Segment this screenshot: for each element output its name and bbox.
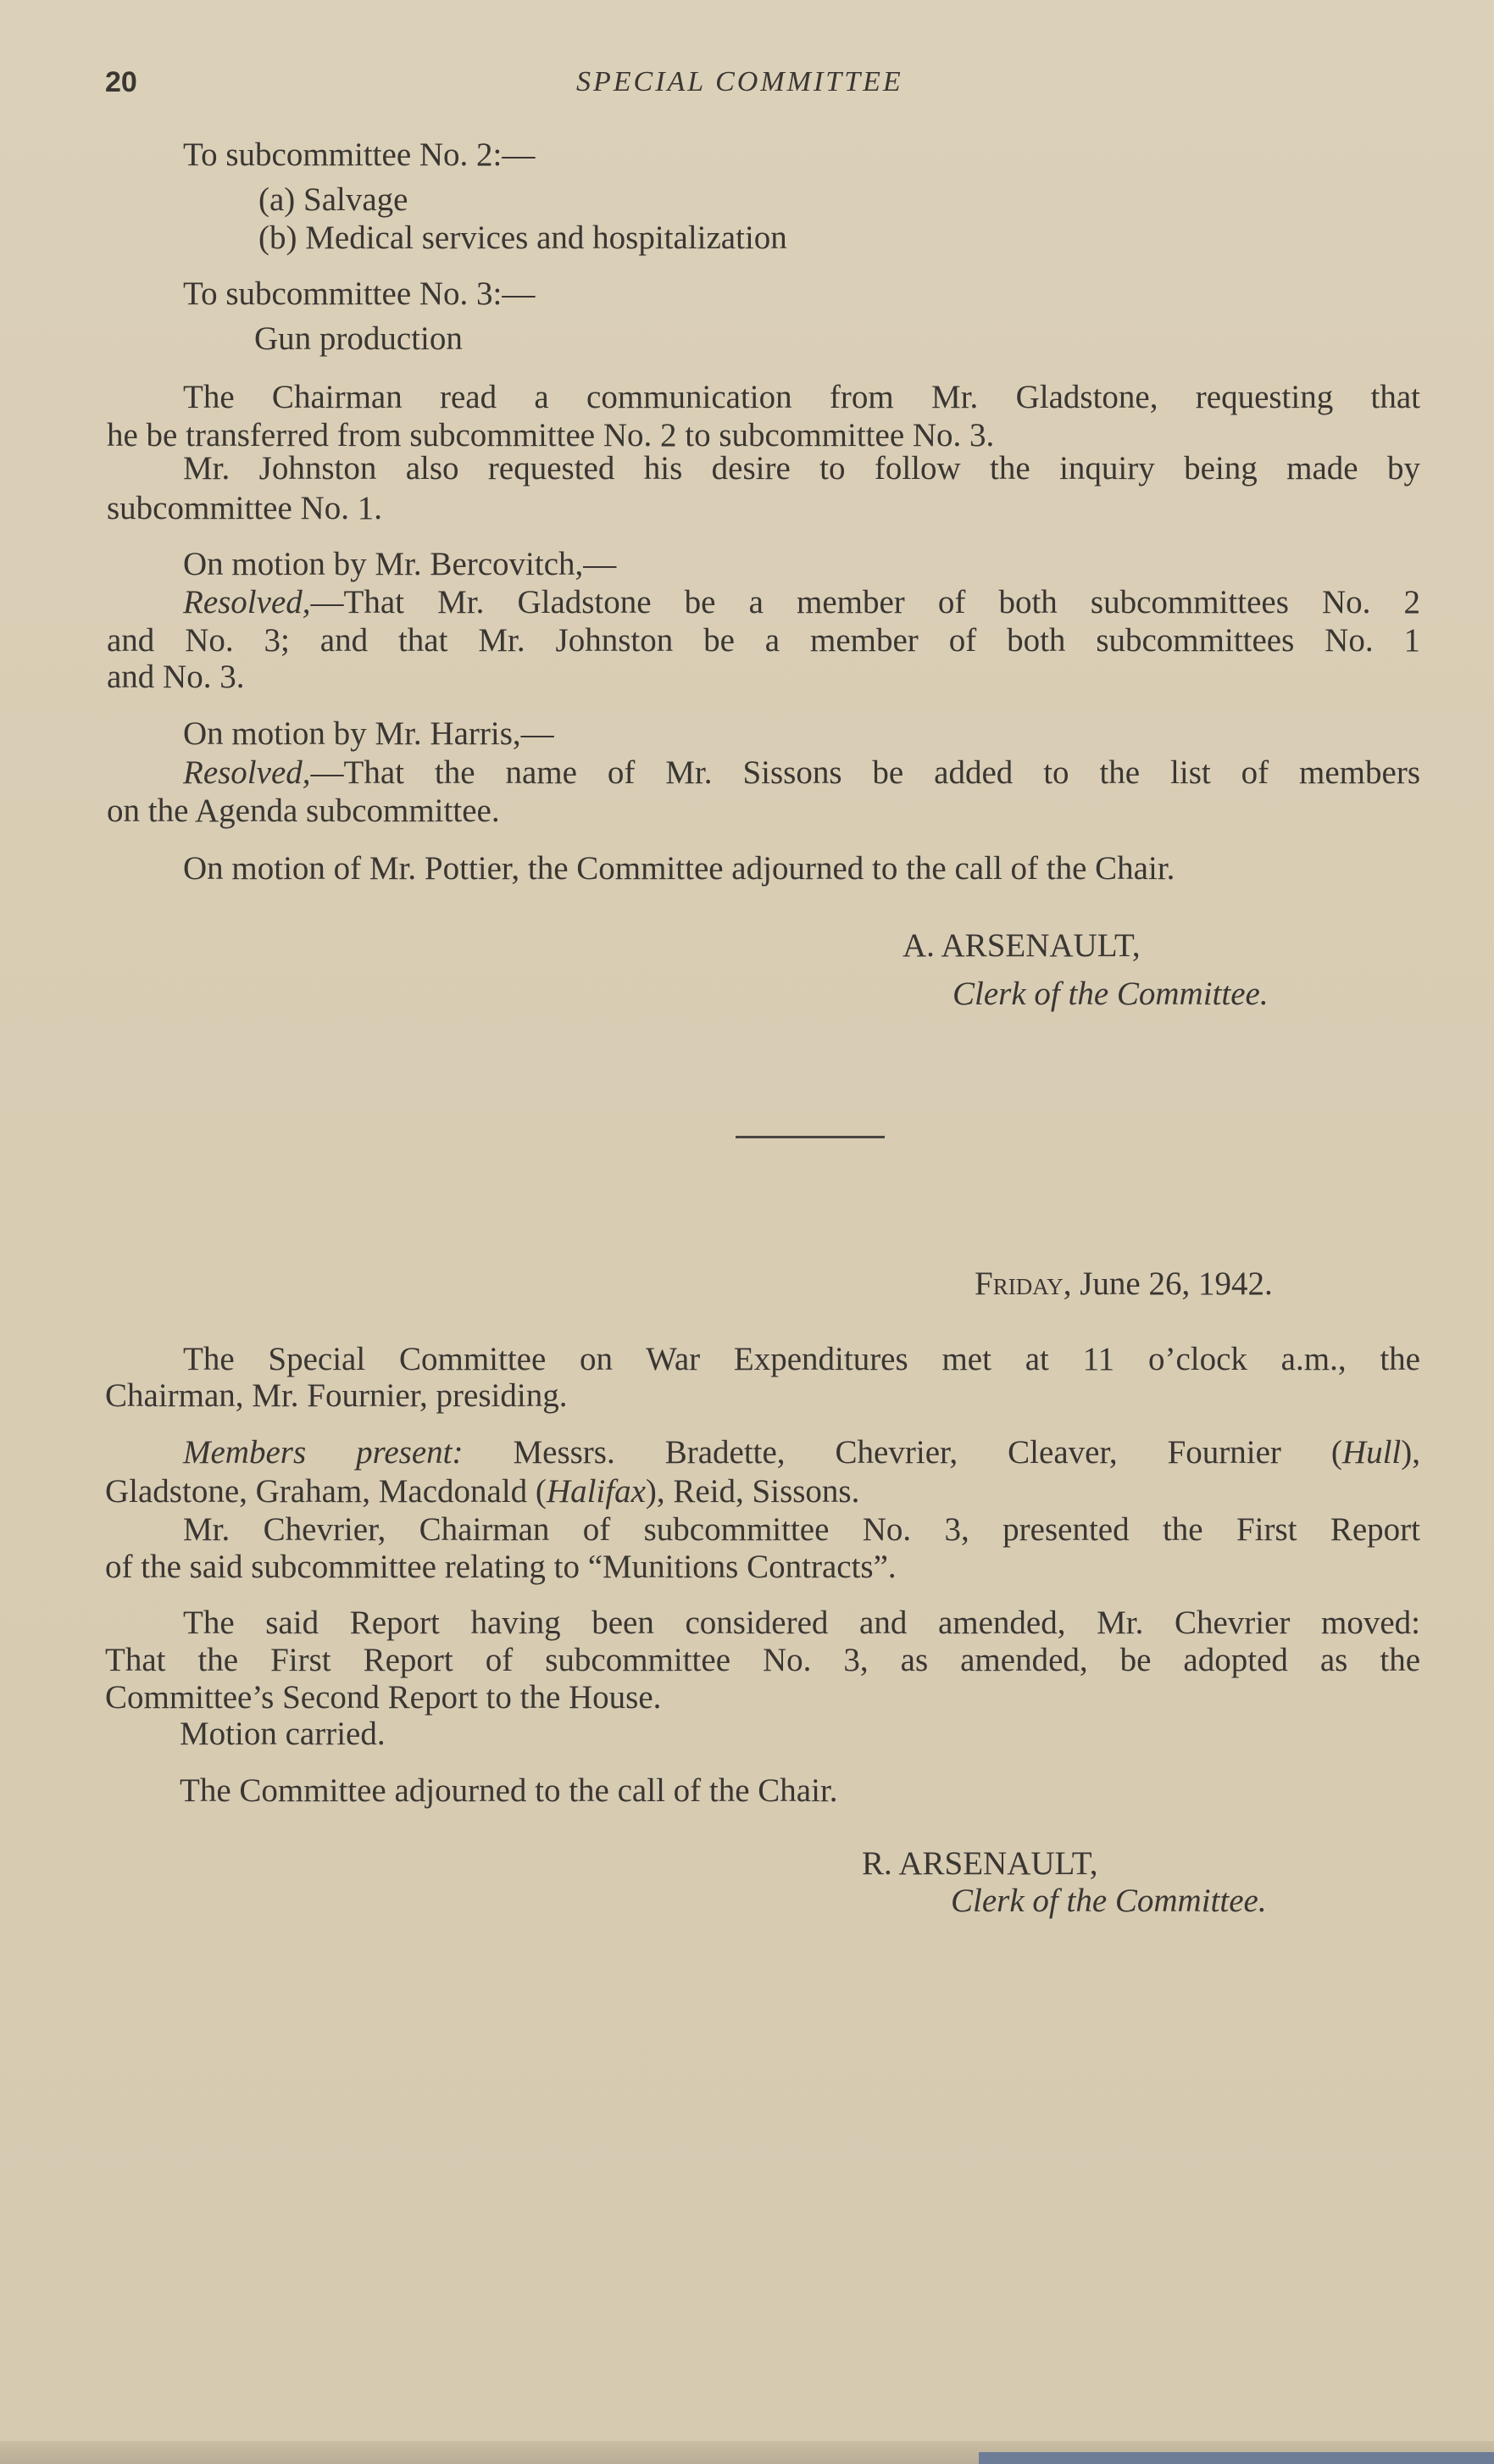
resolved-2-line-2: on the Agenda subcommittee. [107, 793, 500, 829]
motion-harris: On motion by Mr. Harris,— [183, 715, 554, 752]
signature-name-2: R. ARSENAULT, [862, 1845, 1098, 1882]
section-divider [736, 1136, 885, 1138]
subcommittee-2-heading: To subcommittee No. 2:— [183, 136, 536, 173]
adjournment-2: The Committee adjourned to the call of the Chair. [180, 1772, 838, 1809]
signature-title-2: Clerk of the Committee. [951, 1883, 1267, 1919]
subcommittee-3-item: Gun production [254, 320, 463, 357]
resolved-label: Resolved, [183, 754, 311, 791]
paragraph-johnston-line-2: subcommittee No. 1. [107, 490, 382, 526]
resolved-label: Resolved, [183, 584, 311, 620]
running-header: SPECIAL COMMITTEE [576, 66, 903, 97]
subcommittee-2-item-b: (b) Medical services and hospitalization [258, 220, 787, 256]
subcommittee-2-item-a: (a) Salvage [258, 181, 408, 218]
meeting-opening-line-1: The Special Committee on War Expenditures met at 11 o’clock a.m., the [183, 1341, 1420, 1377]
adjournment-1: On motion of Mr. Pottier, the Committee adjourned to the call of the Chair. [183, 850, 1175, 887]
page-bottom-binding [979, 2452, 1494, 2464]
paragraph-johnston-line-1: Mr. Johnston also requested his desire to follow the inquiry being made by [183, 450, 1420, 487]
members-present-line-1: Members present: Messrs. Bradette, Chevrier, Cleaver, Fournier (Hull), [183, 1434, 1420, 1471]
first-report-line-1: Mr. Chevrier, Chairman of subcommittee No. 3, presented the First Report [183, 1511, 1420, 1548]
members-present-label: Members present: [183, 1434, 464, 1471]
report-motion-line-2: That the First Report of subcommittee No. 3, as amended, be adopted as the [105, 1642, 1420, 1678]
paragraph-gladstone-line-2: he be transferred from subcommittee No. 2 to subcommittee No. 3. [107, 417, 995, 453]
report-motion-line-3: Committee’s Second Report to the House. [105, 1679, 662, 1716]
resolved-2-line-1: Resolved,—That the name of Mr. Sissons be added to the list of members [183, 754, 1420, 791]
signature-title-1: Clerk of the Committee. [952, 976, 1269, 1012]
motion-bercovitch: On motion by Mr. Bercovitch,— [183, 546, 617, 582]
motion-carried: Motion carried. [180, 1716, 386, 1752]
first-report-line-2: of the said subcommittee relating to “Munitions Contracts”. [105, 1549, 897, 1585]
meeting-day: Friday [975, 1265, 1064, 1302]
resolved-1-line-1: Resolved,—That Mr. Gladstone be a member of both subcommittees No. 2 [183, 584, 1420, 620]
paragraph-gladstone-line-1: The Chairman read a communication from Mr. Gladstone, requesting that [183, 379, 1420, 415]
resolved-1-line-3: and No. 3. [107, 659, 245, 695]
meeting-opening-line-2: Chairman, Mr. Fournier, presiding. [105, 1377, 568, 1414]
signature-name-1: A. ARSENAULT, [903, 927, 1141, 964]
page-number: 20 [105, 66, 137, 98]
resolved-1-line-2: and No. 3; and that Mr. Johnston be a member of both subcommittees No. 1 [107, 622, 1420, 659]
report-motion-line-1: The said Report having been considered and amended, Mr. Chevrier moved: [183, 1605, 1420, 1641]
subcommittee-3-heading: To subcommittee No. 3:— [183, 275, 536, 312]
meeting-date: Friday, June 26, 1942. [975, 1265, 1273, 1302]
members-present-line-2: Gladstone, Graham, Macdonald (Halifax), Reid, Sissons. [105, 1473, 860, 1510]
